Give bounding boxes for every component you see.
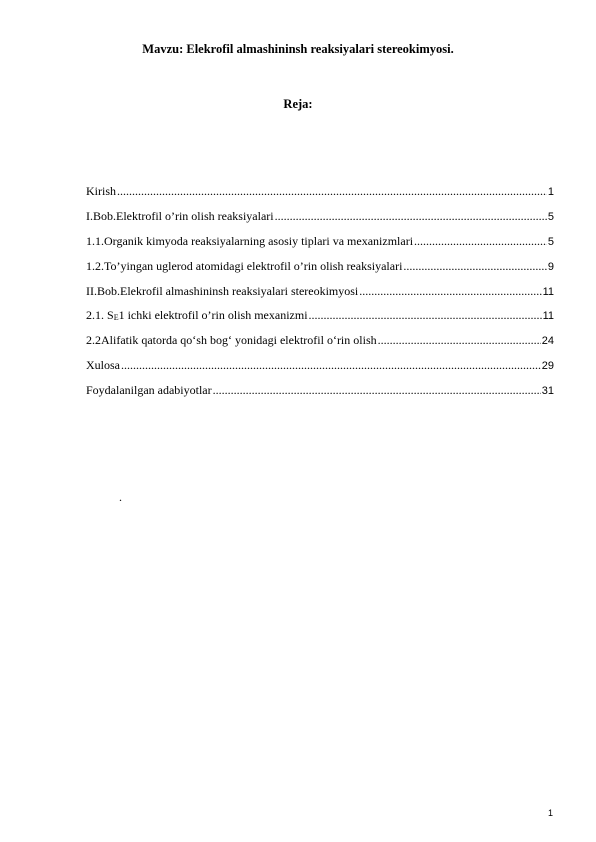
toc-dot-leader <box>213 383 541 398</box>
toc-entry-page: 24 <box>541 335 554 348</box>
toc-dot-leader <box>309 308 542 323</box>
toc-entry-page: 31 <box>541 385 554 398</box>
toc-entry-label <box>86 308 308 323</box>
toc-dot-leader <box>359 284 541 299</box>
toc-dot-leader <box>275 209 547 224</box>
toc-entry-page: 5 <box>547 210 554 223</box>
toc-label-suffix: 1 ichki elektrofil o’rin olish mexanizmi <box>118 308 308 323</box>
toc-dot-leader <box>414 234 547 249</box>
plan-heading: Reja: <box>283 97 313 111</box>
toc-entry-label: Xulosa <box>86 358 120 373</box>
toc-dot-leader <box>121 358 541 373</box>
toc-entry-label: II.Bob.Elekrofil almashininsh reaksiyalari stereokimyosi <box>86 283 359 298</box>
toc-entry-chapter-1[interactable] <box>86 209 554 234</box>
toc-entry-page: 11 <box>542 310 554 323</box>
toc-entry-page: 29 <box>541 360 554 373</box>
toc-entry-page: 11 <box>542 285 554 298</box>
toc-entry-page: 5 <box>547 235 554 248</box>
toc-dot-leader <box>117 184 547 199</box>
table-of-contents <box>86 184 554 408</box>
toc-entry-references[interactable] <box>86 383 554 408</box>
toc-label-subscript: E <box>113 313 119 323</box>
toc-entry-label: 1.2.To’yingan uglerod atomidagi elektrofil o’rin olish reaksiyalari <box>86 258 403 273</box>
toc-entry-label: Foydalanilgan adabiyotlar <box>86 383 212 398</box>
toc-entry-section-2-2[interactable] <box>86 333 554 358</box>
toc-entry-label: 2.2Alifatik qatorda qo‘sh bog‘ yonidagi elektrofil o‘rin olish <box>86 333 377 348</box>
toc-entry-xulosa[interactable] <box>86 358 554 383</box>
toc-entry-label: I.Bob.Elektrofil o’rin olish reaksiyalari <box>86 208 274 223</box>
toc-entry-section-1-1[interactable] <box>86 234 554 259</box>
toc-entry-chapter-2[interactable] <box>86 284 554 309</box>
toc-entry-kirish[interactable] <box>86 184 554 209</box>
toc-entry-label: 1.1.Organik kimyoda reaksiyalarning asosiy tiplari va mexanizmlari <box>86 233 414 248</box>
toc-dot-leader <box>403 259 546 274</box>
document-title: Mavzu: Elekrofil almashininsh reaksiyalari stereokimyosi. <box>142 42 454 56</box>
toc-label-prefix: 2.1. S <box>86 308 114 323</box>
toc-entry-page: 9 <box>547 260 554 273</box>
toc-dot-leader <box>378 333 541 348</box>
page-number: 1 <box>547 808 553 818</box>
toc-entry-section-1-2[interactable] <box>86 259 554 284</box>
toc-entry-label: Kirish <box>86 184 116 198</box>
toc-entry-page: 1 <box>547 186 554 198</box>
toc-entry-section-2-1[interactable] <box>86 308 554 333</box>
stray-mark: . <box>119 490 122 504</box>
